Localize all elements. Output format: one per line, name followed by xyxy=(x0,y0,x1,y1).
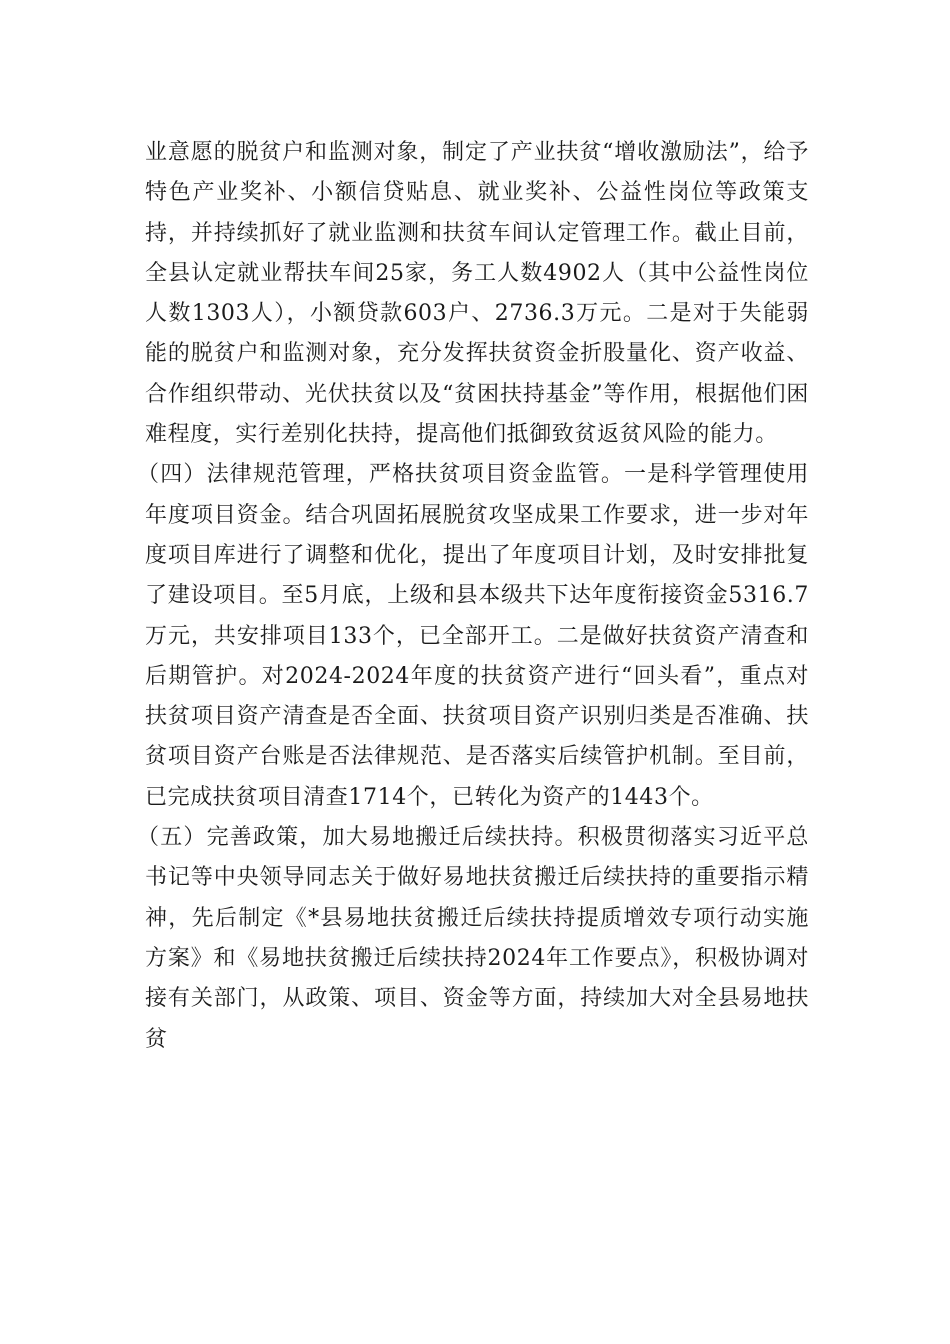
paragraph-project-fund-supervision: （四）法律规范管理，严格扶贫项目资金监管。一是科学管理使用年度项目资金。结合巩固拓展脱贫攻坚成果工作要求，进一步对年度项目库进行了调整和优化，提出了年度项目计划，及时安排批复了建设项目。至5月底，上级和县本级共下达年度衔接资金5316.7万元，共安排项目133个，已全部开工。二是做好扶贫资产清查和后期管护。对2024-2024年度的扶贫资产进行“回头看”，重点对扶贫项目资产清查是否全面、扶贫项目资产识别归类是否准确、扶贫项目资产台账是否法律规范、是否落实后续管护机制。至目前，已完成扶贫项目清查1714个，已转化为资产的1443个。 xyxy=(137,462,809,810)
paragraph-employment-support: 业意愿的脱贫户和监测对象，制定了产业扶贫“增收激励法”，给予特色产业奖补、小额信贷贴息、就业奖补、公益性岗位等政策支持，并持续抓好了就业监测和扶贫车间认定管理工作。截止目前，全县认定就业帮扶车间25家，务工人数4902人（其中公益性岗位人数1303人），小额贷款603户、2736.3万元。二是对于失能弱能的脱贫户和监测对象，充分发挥扶贫资金折股量化、资产收益、合作组织带动、光伏扶贫以及“贫困扶持基金”等作用，根据他们困难程度，实行差别化扶持，提高他们抵御致贫返贫风险的能力。 xyxy=(145,140,809,448)
document-body xyxy=(137,133,809,1060)
paragraph-relocation-follow-up-support: （五）完善政策，加大易地搬迁后续扶持。积极贯彻落实习近平总书记等中央领导同志关于做好易地扶贫搬迁后续扶持的重要指示精神，先后制定《*县易地扶贫搬迁后续扶持提质增效专项行动实施方案》和《易地扶贫搬迁后续扶持2024年工作要点》，积极协调对接有关部门，从政策、项目、资金等方面，持续加大对全县易地扶贫 xyxy=(137,825,809,1052)
